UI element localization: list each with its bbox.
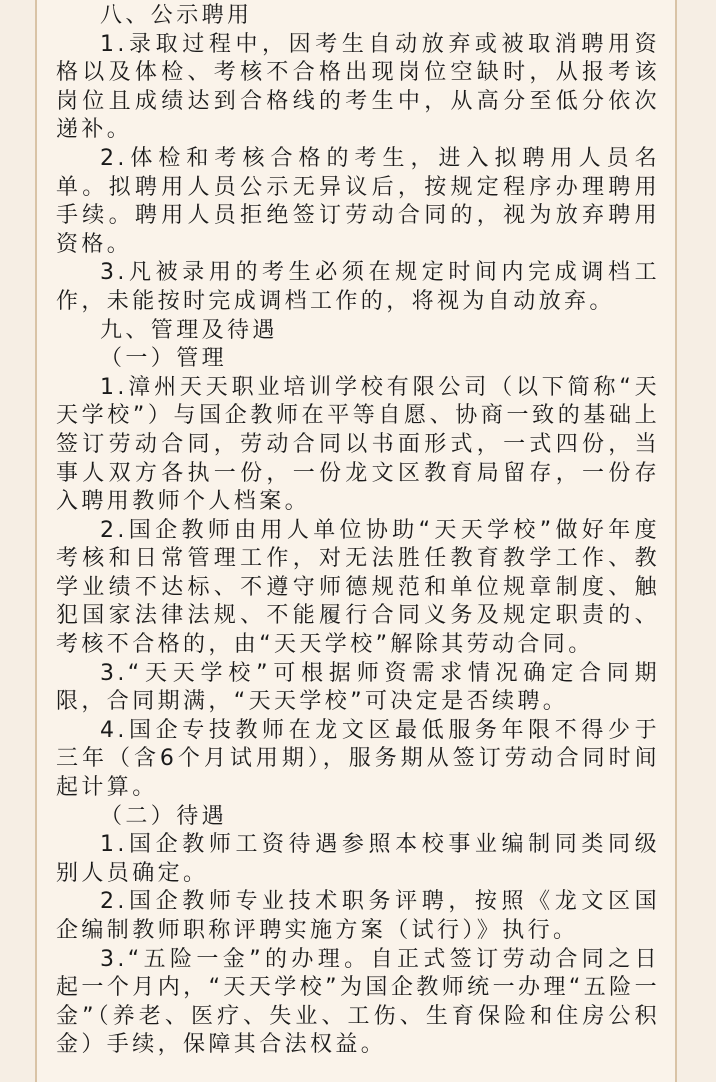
section-8-title: 八、公示聘用 <box>100 3 253 28</box>
management-item-3: 3.“天天学校”可根据师资需求情况确定合同期限，合同期满，“天天学校”可决定是否续聘。 <box>56 660 660 715</box>
section-9-title: 九、管理及待遇 <box>100 317 278 343</box>
management-item-4: 4.国企专技教师在龙文区最低服务年限不得少于三年（含6个月试用期），服务期从签订劳动合同时间起计算。 <box>56 717 660 801</box>
document-body <box>56 2 660 1060</box>
subsection-management-title: （一）管理 <box>100 346 228 372</box>
management-item-2: 2.国企教师由用人单位协助“天天学校”做好年度考核和日常管理工作，对无法胜任教育教学工作、教学业绩不达标、不遵守师德规范和单位规章制度、触犯国家法律法规、不能履行合同义务及规定职责的、考核不合格的，由“天天学校”解除其劳动合同。 <box>56 517 660 658</box>
management-item-1: 1.漳州天天职业培训学校有限公司（以下简称“天天学校”）与国企教师在平等自愿、协商一致的基础上签订劳动合同，劳动合同以书面形式，一式四份，当事人双方各执一份，一份龙文区教育局留存，一份存入聘用教师个人档案。 <box>56 374 660 515</box>
section-8-item-3: 3.凡被录用的考生必须在规定时间内完成调档工作，未能按时完成调档工作的，将视为自动放弃。 <box>56 260 660 314</box>
treatment-item-2: 2.国企教师专业技术职务评聘，按照《龙文区国企编制教师职称评聘实施方案（试行）》执行。 <box>56 889 660 943</box>
subsection-treatment-title: （二）待遇 <box>100 803 228 829</box>
section-8-item-1: 1.录取过程中，因考生自动放弃或被取消聘用资格以及体检、考核不合格出现岗位空缺时，从报考该岗位且成绩达到合格线的考生中，从高分至低分依次递补。 <box>56 31 660 143</box>
treatment-item-1: 1.国企教师工资待遇参照本校事业编制同类同级别人员确定。 <box>56 832 660 886</box>
section-8-item-2: 2.体检和考核合格的考生，进入拟聘用人员名单。拟聘用人员公示无异议后，按规定程序办理聘用手续。聘用人员拒绝签订劳动合同的，视为放弃聘用资格。 <box>56 145 660 257</box>
treatment-item-3: 3.“五险一金”的办理。自正式签订劳动合同之日起一个月内，“天天学校”为国企教师统一办理“五险一金”（养老、医疗、失业、工伤、生育保险和住房公积金）手续，保障其合法权益。 <box>56 946 660 1058</box>
